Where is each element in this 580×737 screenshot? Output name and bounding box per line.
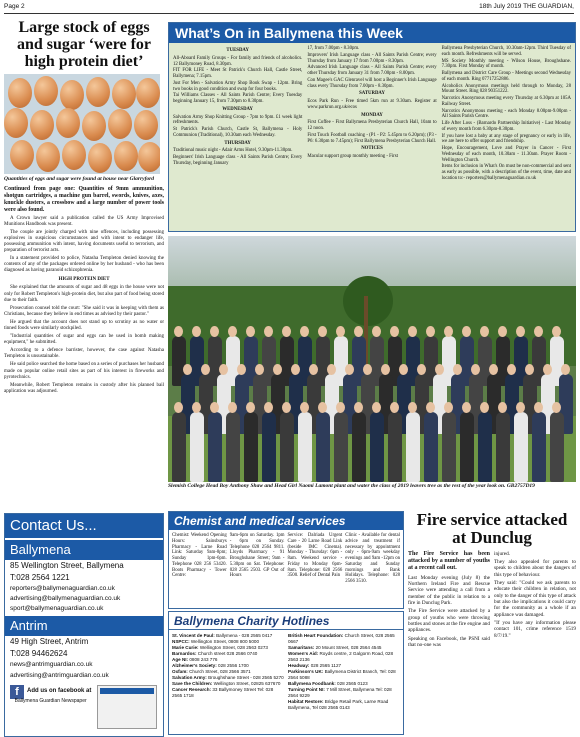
- antrim-address: 49 High Street, Antrim: [10, 637, 89, 647]
- eggs-story: [4, 18, 164, 397]
- charity-entry: Age NI: 0808 243 776: [172, 656, 218, 662]
- fire-paragraph: injured.: [494, 550, 510, 557]
- charity-entry: Parkinson's UK: Ballymena District Branch, Tel: 028 2564 5088: [288, 668, 396, 680]
- charity-entry: Alzheimer's Society: 028 2556 1700: [172, 662, 249, 668]
- eggs-paragraph: "Industrial quantities of sugar and eggs can be used in bomb making equipment," he submitted.: [4, 334, 164, 346]
- listing-item: Life After Loss - (Barnardo Partnership Initiative) - Last Monday of every month from 6.30pm-8.30pm.: [441, 121, 571, 132]
- ballymena-address: 85 Wellington Street, Ballymena: [10, 561, 124, 570]
- email-sport[interactable]: sport@ballymenaguardian.co.uk: [10, 605, 104, 613]
- eggs-headline: Large stock of eggs and sugar ‘were for high protein diet’: [16, 19, 152, 70]
- eggs-subhead: HIGH PROTEIN DIET: [58, 277, 110, 283]
- listing-item: Beginners' Irish Language class - All Saints Parish Centre; Every Thursday, beginning January: [173, 155, 303, 166]
- eggs-caption: Quantities of eggs and sugar were found at house near Glarryford: [4, 176, 155, 183]
- day-heading: SATURDAY: [359, 91, 385, 97]
- listing-item: Just For Men - Salvation Army Shop Book Swap - 12pm. Bring two books in good condition and swap for four books.: [173, 80, 303, 92]
- fire-paragraph: They said: "Could we ask parents to educate their children in relation, not only to the danger of this type of attack but also the implications it could carry for the community as a whole if an appliance was damaged.: [494, 580, 576, 618]
- email-reporters[interactable]: reporters@ballymenaguardian.co.uk: [10, 585, 115, 592]
- charity-entry: British Heart Foundation: Church Street, 028 2565 0667: [288, 633, 395, 644]
- charity-entry: Women's Aid: Royds centre, 2 Galgorm Road, 028 2563 2136: [288, 650, 394, 662]
- facebook-page-thumbnail: [97, 685, 157, 729]
- listing-item: All-Aboard Family Groups - For family and friends of alcoholics. 12 Ballymoney Road, 8.30pm.: [173, 55, 303, 67]
- email-antrim-advertising[interactable]: advertising@antrimguardian.co.uk: [10, 671, 109, 679]
- listing-item: Macular support group monthly meeting - First: [307, 154, 398, 159]
- contact-box: [4, 513, 164, 737]
- charity-entry: Cancer Research: 33 Ballymoney Street Tel: 028 2565 1718: [172, 686, 274, 698]
- eggs-paragraph: Meanwhile, Robert Templeton remains in custody after his planned bail application was adjourned.: [4, 382, 164, 394]
- eggs-paragraph: Prosecution counsel told the court: "She said it was in keeping with them as Christians, because they believe in end times as advised by their pastor.": [4, 305, 164, 317]
- listing-item: St Patrick's Parish Church, Castle St, Ballymena - Holy Communion (Traditional), 10.30am each Wednesday.: [173, 127, 303, 138]
- day-heading: TUESDAY: [226, 48, 249, 53]
- chemist-col: Service: Dalriada Urgent Care - 20 Larne Road Link (beside IMC Cinema). Monday - Thursday: 6pm - 8am. Weekend service - Friday to Monday 6pm-8am. Telephone: 028 2566 3500. Relief of Dental Pain: [287, 533, 343, 579]
- charity-entry: Headway: 028 2565 1127: [288, 662, 342, 668]
- tree-planting-photo: [168, 236, 576, 482]
- listing-item: Tai Williams Classes - All Saints Parish Centre; Every Tuesday beginning January 15, from 7.30pm to 8.30pm.: [173, 93, 303, 104]
- listing-item: Narcotics Anonymous meeting every Thursday at 6.30pm at 105A Railway Street.: [441, 96, 571, 107]
- chemist-title: Chemist and medical services: [169, 512, 403, 530]
- whats-on-title: What’s On in Ballymena this Week: [169, 23, 575, 43]
- listing-item: If you have lost a baby at any stage of pregnancy or early in life, we are here to offer support and friendship.: [441, 133, 571, 145]
- eggs-paragraph: According to a defence barrister, however, the case against Natasha Templeton is unsustainable.: [4, 348, 164, 360]
- page-number: Page 2: [4, 3, 25, 10]
- chemist-col: Clinic - Available for dental advice and treatment if necessary by appointment only - 6pm-9am weekday evenings and 9am -12pm on Saturday and Sunday mornings and Bank Holidays. Telephone: 028 2566 3510.: [345, 533, 400, 584]
- charity-entry: Turning Point NI: 7 Mill Street, Ballymena Tel: 028 2564 9229: [288, 686, 392, 698]
- charity-entry: Samaritans: 20 Mount Street, 028 2564 4545: [288, 644, 382, 650]
- office-antrim: Antrim: [5, 616, 163, 636]
- charity-entry: NSPCC: Wellington Street, 0808 800 5000: [172, 638, 259, 644]
- fire-paragraph: Last Monday evening (July 8) the Northern Ireland Fire and Rescue Service were attending a call from a member of the public in relation to a fire in Dunclug Park.: [408, 574, 490, 606]
- day-heading: THURSDAY: [224, 140, 251, 146]
- fire-story: [408, 511, 576, 650]
- eggs-lead: Continued from page one: Quantities of 9mm ammunition, shotgun cartridges, a machine gun barrel, swords, knives, axes, knuckle dusters, a crossbow and a large number of power tools were also found.: [4, 185, 164, 213]
- facebook-icon: f: [10, 685, 24, 699]
- issue-date: 18th July 2019 THE GUARDIAN,: [479, 3, 574, 10]
- listing-item: Ballymena and District Care Group - Meetings second Wednesday of each month. Ring 07717252886.: [441, 71, 571, 82]
- chemist-col: Chemist: Weekend Opening Hours: Sainsburys Pharmacy - Larne Road Link: Saturday 9am-8pm; Sunday 1pm-6pm. Telephone 028 256 53420. Boots Pharmacy - Tower Centre:: [172, 533, 227, 579]
- fire-paragraph: Speaking on Facebook, the PSNI said that no-one was: [408, 635, 490, 649]
- eggs-body: [4, 216, 164, 395]
- charity-entry: St. Vincent de Paul: Ballymena - 028 2565 0417: [172, 633, 273, 638]
- eggs-paragraph: The couple are jointly charged with nine offences, including possessing explosives in suspicious circumstances and with intent to endanger life, possessing ammunition with intent, having documents useful to terrorism, and preparation of terrorist acts.: [4, 229, 164, 253]
- header-rule: [4, 13, 574, 14]
- listing-item: Items for inclusion in What's On must be non-commercial and sent as early as possible, with a description of the event, time, date and location to:- reporters@ballymenaguardian.co.uk: [441, 164, 571, 181]
- eggs-paragraph: A Crown lawyer said a publication called the US Army Improvised Munitions Handbook was present.: [4, 215, 164, 227]
- facebook-label: Add us on facebook at: [27, 688, 92, 695]
- email-advertising[interactable]: advertising@ballymenaguardian.co.uk: [10, 595, 121, 603]
- charity-entry: Marie Curie: Wellington Street, 028 2563 0273: [172, 644, 268, 650]
- listing-item: Salvation Army Shop Knitting Group - 7pm to 9pm. £1 week light refreshments.: [173, 114, 303, 126]
- facebook-promo[interactable]: [5, 681, 163, 733]
- page-header: [0, 3, 580, 17]
- eggs-paragraph: In a statement provided to police, Natasha Templeton denied knowing the contents of any of the packages ordered online by her husband - who has been diagnosed as having paranoid schizophrenia.: [4, 256, 164, 274]
- day-heading: MONDAY: [361, 112, 383, 118]
- charity-title: Ballymena Charity Hotlines: [169, 612, 403, 630]
- listing-item: 17, from 7.00pm - 8.30pm.: [307, 46, 360, 51]
- whats-on-box: [168, 22, 576, 232]
- chemist-box: [168, 511, 404, 609]
- listing-item: Traditional music night - Adair Arms Hotel, 9.30pm-11.30pm.: [173, 148, 293, 154]
- listing-item: MS Society Monthly meeting - Wilson House, Broughshane. 7.30pm. First Monday of month.: [441, 58, 571, 70]
- listing-item: Narcotics Anonymous meeting - each Monday 8.00pm-9.00pm - All Saints Parish Centre.: [441, 108, 571, 120]
- fire-paragraph: The Fire Service were attacked by a group of youths who were throwing bottles and stones at the fire engine and appliances.: [408, 608, 490, 634]
- day-heading: NOTICES: [361, 146, 383, 152]
- antrim-phone[interactable]: T:028 94462624: [10, 649, 68, 659]
- fire-paragraph: They also appealed for parents to speak to children about the dangers of this type of behaviour.: [494, 559, 576, 578]
- listing-item: Ballymena Presbyterian Church, 10.30am-12pm. Third Tuesday of each month. Refreshments will be served.: [441, 46, 571, 57]
- email-antrim-news[interactable]: news@antrimguardian.co.uk: [10, 661, 93, 669]
- facebook-page-name: Ballymena Guardian Newspaper: [14, 697, 87, 704]
- listing-item: Improvers' Irish Language class - All Saints Parish Centre; every Thursday from January 17 from 7.00pm - 8.30pm.: [307, 52, 437, 64]
- fire-headline: Fire service attacked at Dunclug: [416, 510, 568, 547]
- day-heading: WEDNESDAY: [222, 106, 254, 112]
- charity-col-right: [288, 633, 400, 711]
- listing-item: Hope, Encouragement, Love and Prayer in Cancer - First Wednesday of each month, 10.30am - 11.30am. Prayer Room - Wellington Church.: [441, 146, 571, 163]
- charity-entry: Oxfam: Church Street, 028 2566 3571: [172, 668, 251, 674]
- eggs-paragraph: He said police searched the home based on a series of purchases her husband made on popular online retail sites as part of his interest in fireworks and pyrotechnics.: [4, 362, 164, 380]
- listing-item: First Coffee - First Ballymena Presbyterian Church Hall, 10am to 12 noon.: [307, 120, 437, 131]
- listing-item: Alcoholics Anonymous meetings held through to Monday, 28 Mount Street. Ring 028 90351222.: [441, 83, 571, 95]
- charity-entry: Habitat Restore: Bridge Retail Park, Larne Road Ballymena, Tel 028 2565 0143: [288, 698, 389, 710]
- whats-on-col-1: [173, 46, 302, 183]
- eggs-paragraph: He argued that the account does not stand up to scrutiny as no water or tinned foods were similarly stockpiled.: [4, 319, 164, 332]
- listing-item: Con Magee's GAC Glenravel will host a Beginner's Irish Language class every Thursday from 7.00pm - 8.30pm.: [307, 77, 437, 89]
- fire-paragraph: "If you have any information please contact 101, crime reference 1519 8/7/19.": [494, 620, 576, 639]
- charity-entry: Salvation Army: Broughshane Street - 028 2565 5270: [172, 674, 284, 680]
- whats-on-col-2: [307, 46, 436, 183]
- charity-entry: Save the Children: Wellington Street, 02825 637670: [172, 680, 281, 686]
- whats-on-col-3: [442, 46, 571, 183]
- charity-entry: Ballymena Foodbank: 028 2565 0123: [288, 680, 368, 686]
- eggs-photo: [4, 74, 160, 174]
- contact-title: Contact Us...: [5, 514, 163, 538]
- ballymena-phone[interactable]: T:028 2564 1221: [10, 573, 70, 582]
- charity-entry: Barnardos: Church street 028 2566 0740: [172, 650, 258, 656]
- listing-item: Advanced Irish Language class - All Saints Parish Centre; every other Thursday from January 31 from 7.00pm - 8.00pm.: [307, 65, 437, 76]
- listing-item: FIT FOR LIFE - Meet St Patrick's Church Hall, Castle Street, Ballymena; 7.15pm.: [173, 68, 303, 79]
- charity-col-left: [172, 633, 284, 711]
- listing-item: First Touch Football coaching - (P1 - P2: 5.45pm to 6.20pm); (P3 - P6: 6.30pm to 7.45pm); First Ballymena Presbyterian Church Hall.: [307, 132, 437, 144]
- charity-box: [168, 611, 404, 735]
- listing-item: Ecos Park Run - Free timed 5km run at 9.30am. Register at www.parkrun.org.uk/ecos: [307, 99, 437, 110]
- photo-caption: Slemish College Head Boy Anthony Shaw and Head Girl Naomi Lamont plant and water the class of 2019 leavers tree as the rest of the year look on. GB2757D19: [168, 483, 535, 489]
- eggs-paragraph: She explained that the amounts of sugar and 48 eggs in the house were not only for Robert Templeton's high-protein diet, but also part of food being stored due to their faith.: [4, 285, 164, 303]
- chemist-col: 9am-6pm on Saturday. 1pm - 6pm on Sunday. Telephone 028 2564 9811. Lloyds Pharmacy - 91 Broughshane Street; 9am - 5.30pm on Sat. Telephone: 028 2565 2503. GP Out of Hours: [229, 533, 285, 579]
- fire-paragraph: The Fire Service has been attacked by a number of youths at a recent call out.: [408, 550, 490, 572]
- office-ballymena: Ballymena: [5, 540, 163, 560]
